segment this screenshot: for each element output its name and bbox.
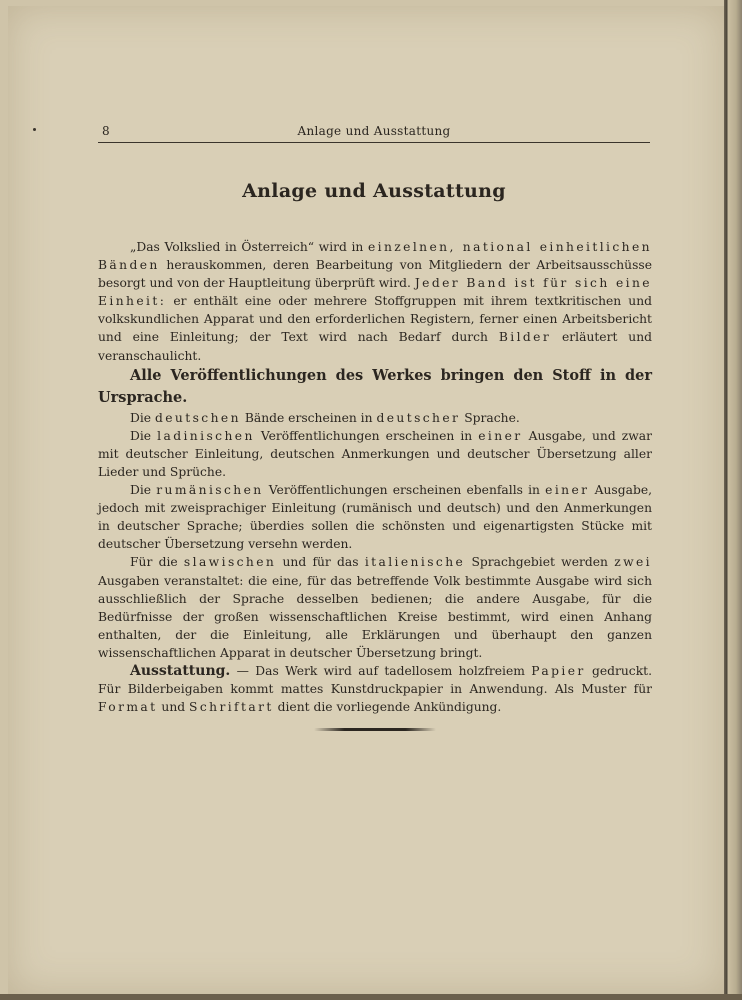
spaced-emphasis: italienische [364,555,466,570]
text-run: Die [130,410,155,425]
closing-ornament-rule [314,728,436,731]
paragraph-slavic-italian [98,553,652,662]
text-run: — Das Werk wird auf tadellosem holzfreiem [230,663,532,678]
text-run: gedruckt. Für Bilderbeigaben kommt mattes Kunstdruckpapier in Anwendung. Als Muster für [98,663,652,697]
spaced-emphasis: einer [478,428,523,443]
text-run: Bände erscheinen in [240,410,377,425]
text-run: erläutert und veranschaulicht. [98,330,652,363]
adjacent-page-edge [724,0,742,1000]
text-run: und [157,700,190,715]
page-number: 8 [102,124,110,138]
section-title: Anlage und Ausstattung [242,180,506,202]
spaced-emphasis: Format [98,700,158,715]
spaced-emphasis: rumänischen [156,483,264,498]
paragraph-romanian [98,481,652,553]
spaced-emphasis: ladinischen [157,428,255,443]
text-run: Sprachgebiet werden [465,555,615,570]
spaced-emphasis: deutschen [154,410,241,425]
text-run: Ausgaben veranstaltet: die eine, für das betreffende Volk bestimmte Ausgabe wird sich ausschließlich der Sprache desselben bedienen; die andere Ausgabe, für die Bedürfnisse der großen wissenschaftlichen Kreise bestimmt, wird einen Anhang enthalten, der die Einleitung, alle Erklärungen und überhaupt den ganzen wissenschaftlichen Apparat in deutscher Übersetzung bringt. [98,573,652,660]
text-run: er enthält eine oder mehrere Stoffgruppen mit ihrem textkritischen und volkskundlichen Apparat und den erforderlichen Registern, ferner einen Arbeitsbericht und eine Einleitung; der Text wird nach Bedarf durch [98,294,652,345]
equipment-lead: Ausstattung. [130,662,231,679]
text-run: und für das [276,555,365,570]
paragraph-ladin [98,427,652,481]
text-run: dient die vorliegende Ankündigung. [273,700,502,715]
text-run: Sprache. [460,410,520,425]
spaced-emphasis: zwei [614,555,653,570]
paragraph-german [98,409,652,427]
language-heading: Alle Veröffentlichungen des Werkes bringen den Stoff in der Ursprache. [98,366,652,406]
paragraph-equipment [98,662,652,716]
text-run: Die [130,483,157,498]
spaced-emphasis: Schriftart [189,700,274,715]
text-run: Veröffentlichungen erscheinen ebenfalls in [263,483,546,498]
spaced-emphasis: Jeder Band ist für sich eine Einheit: [98,276,652,309]
text-run: Veröffentlichungen erscheinen in [254,428,479,443]
spaced-emphasis: Bilder [498,330,552,345]
paragraph-intro [98,238,652,365]
text-run: Ausgabe, und zwar mit deutscher Einleitung, deutschen Anmerkungen und deutscher Übersetzung aller Lieder und Sprüche. [98,428,652,479]
text-run: Ausgabe, jedoch mit zweisprachiger Einleitung (rumänisch und deutsch) und den Anmerkungen in deutscher Sprache; überdies sollen die schönsten und eigenartigsten Stücke mit deutscher Übersetzung versehn werden. [98,483,653,552]
text-run: Die [130,428,158,443]
running-header [98,124,650,143]
text-run: Für die [130,555,184,570]
running-title: Anlage und Ausstattung [297,124,451,138]
spaced-emphasis: slawischen [183,555,277,570]
margin-speck [33,128,36,131]
spaced-emphasis: einer [545,483,590,498]
spaced-emphasis: deutscher [376,410,461,425]
spaced-emphasis: einzelnen, national einheitlichen Bänden [98,240,652,273]
body-text [98,238,652,716]
scan-bottom-edge [0,994,742,1000]
text-run: „Das Volkslied in Österreich“ wird in [130,240,368,254]
text-run: herauskommen, deren Bearbeitung von Mitgliedern der Arbeitsausschüsse besorgt und von der Hauptleitung überprüft wird. [98,258,652,291]
spaced-emphasis: Papier [531,663,586,678]
